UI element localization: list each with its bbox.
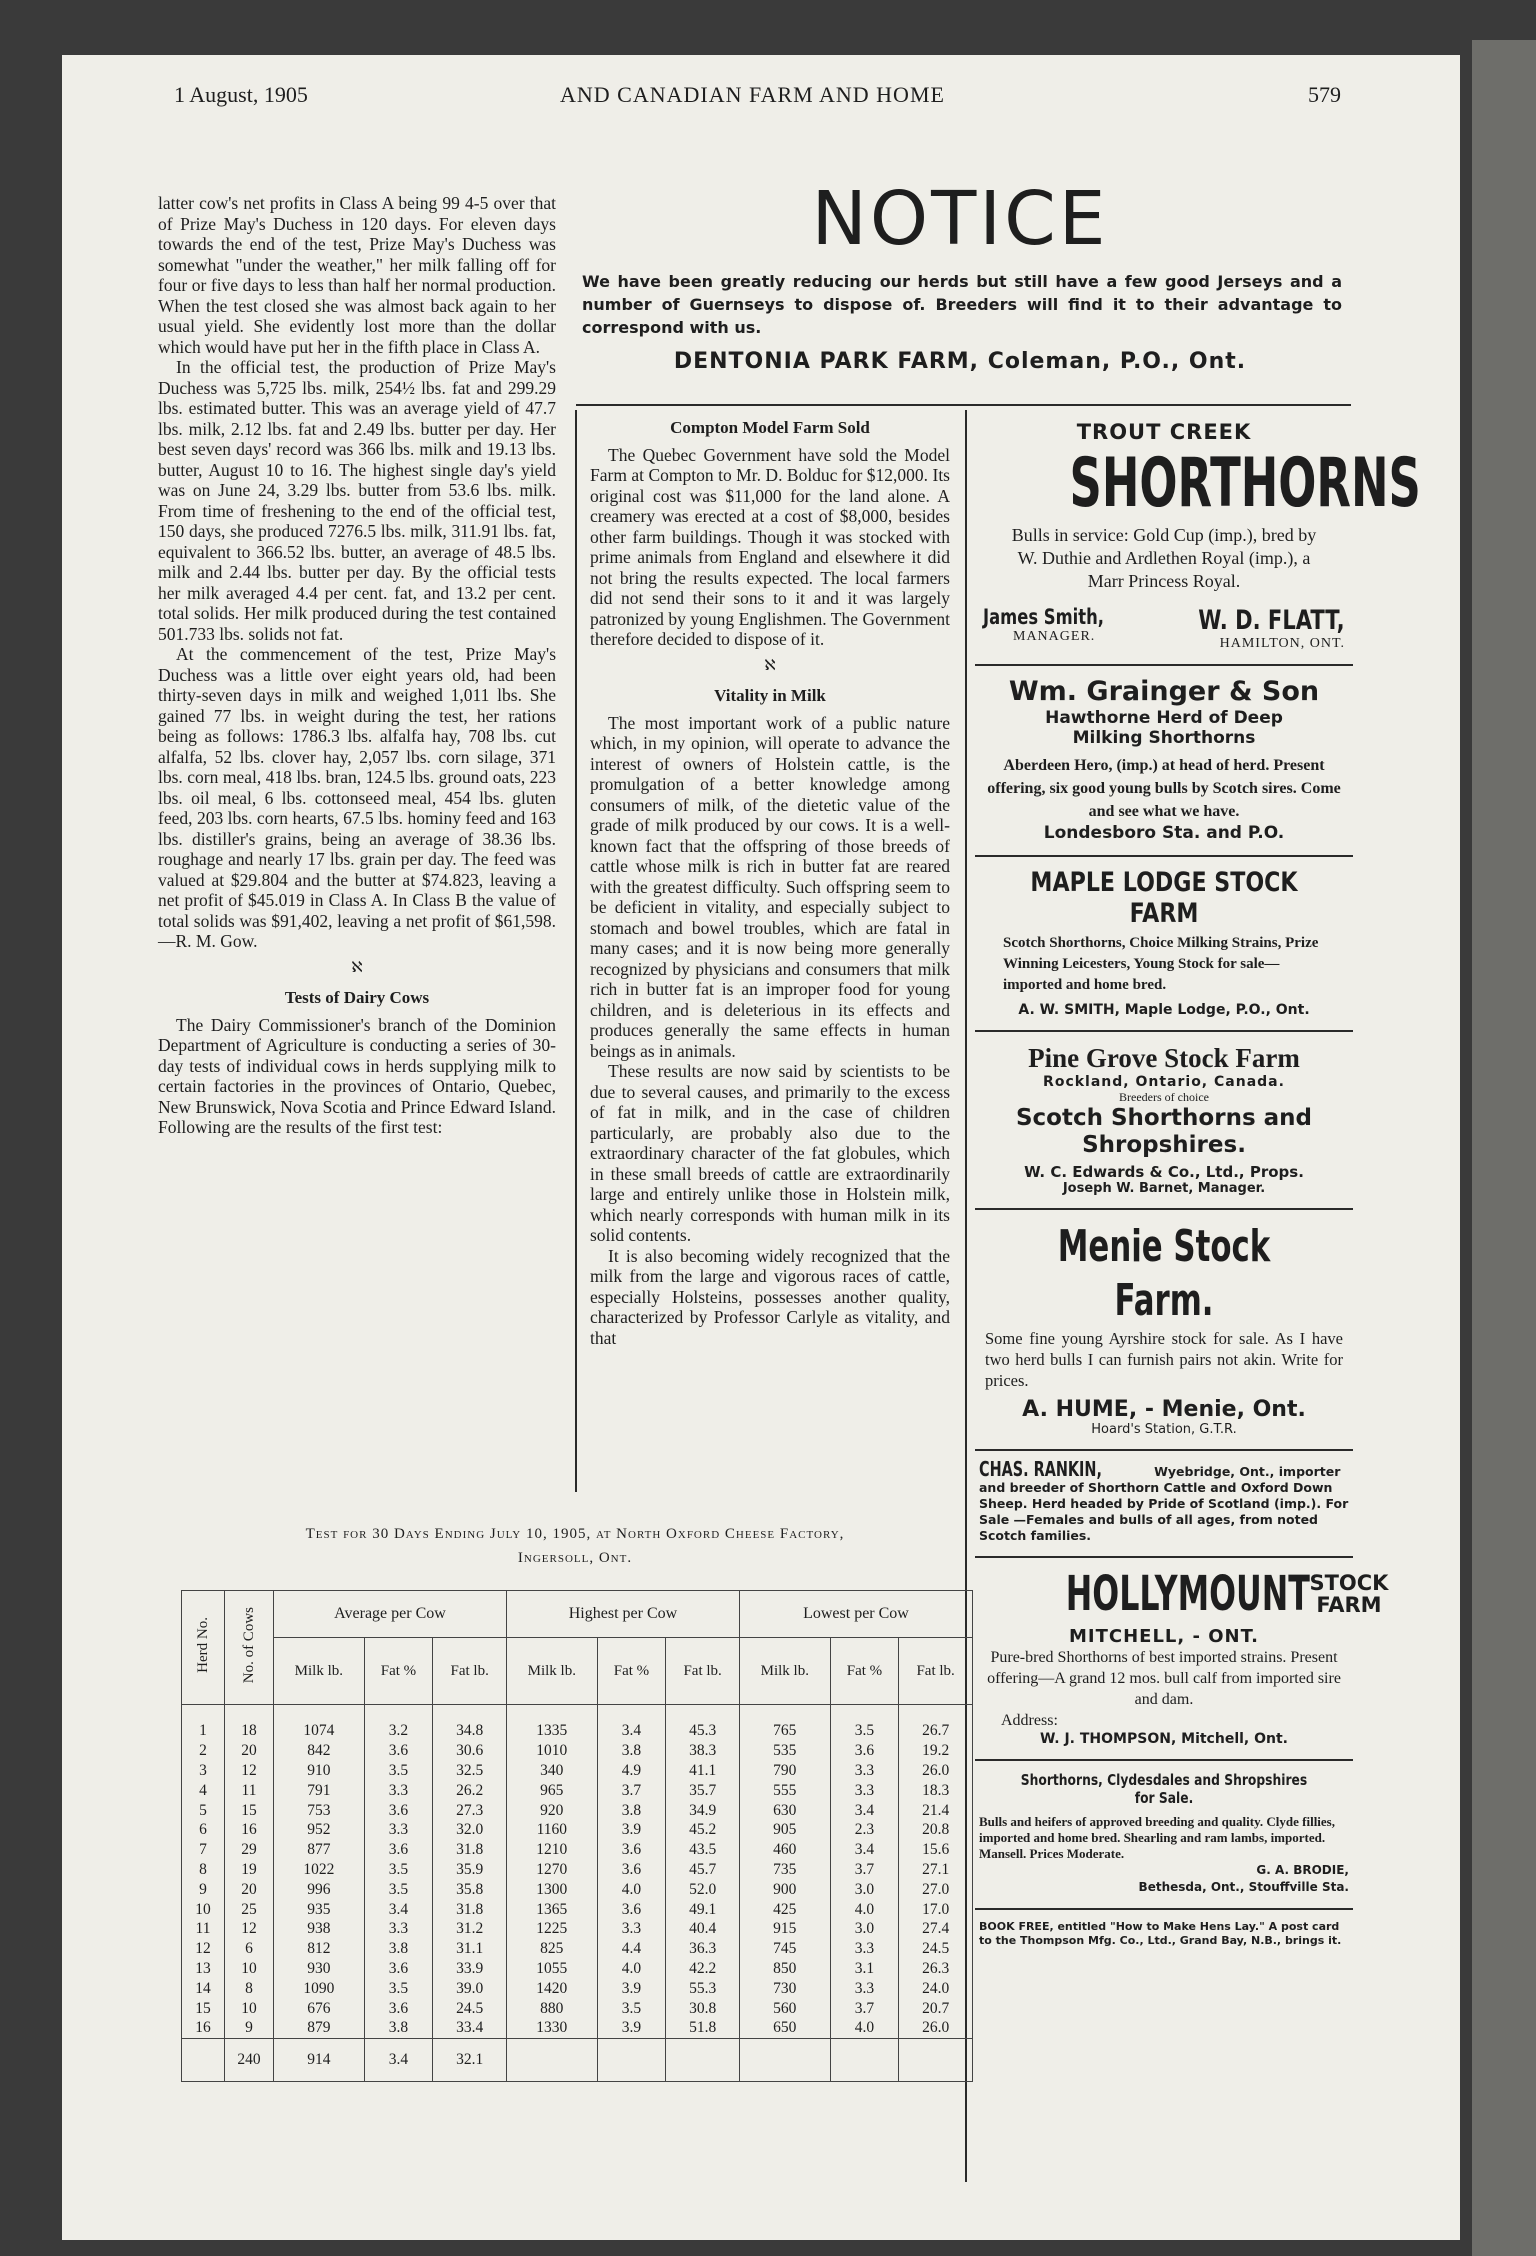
table-title-line1: Test for 30 Days Ending July 10, 1905, at North Oxford Cheese Factory,	[305, 1526, 845, 1542]
table-cell: 730	[739, 1978, 830, 1998]
table-cell: 3.1	[830, 1959, 899, 1979]
ads-column	[975, 410, 1421, 1960]
ad-headline: Scotch Shorthorns and Shropshires.	[1015, 1105, 1313, 1158]
column-left	[158, 193, 556, 1138]
table-cell: 27.3	[433, 1800, 507, 1820]
table-cell: 3.2	[364, 1705, 433, 1741]
ad-body: Pure-bred Shorthorns of best imported strains. Present offering—A grand 12 mos. bull calf from imported sire and dam.	[987, 1649, 1341, 1708]
table-cell: 10	[182, 1899, 225, 1919]
table-cell: 1	[182, 1705, 225, 1741]
article-paragraph: The Dairy Commissioner's branch of the Dominion Department of Agriculture is conducting a series of 30-day tests of individual cows in herds supplying milk to certain factories in the provinces of Ontario, Quebec, New Brunswick, Nova Scotia and Prince Edward Island. Following are the results of the first test:	[158, 1014, 556, 1137]
table-cell: 45.3	[666, 1705, 740, 1741]
table-cell: 535	[739, 1741, 830, 1761]
table-cell: 952	[274, 1820, 365, 1840]
table-cell: 1055	[506, 1959, 597, 1979]
table-cell: 2.3	[830, 1820, 899, 1840]
table-cell: 20.7	[899, 1998, 973, 2018]
table-cell: 20.8	[899, 1820, 973, 1840]
vitality-heading: Vitality in Milk	[714, 686, 826, 705]
table-cell: 4.0	[597, 1879, 666, 1899]
table-row	[182, 1800, 973, 1820]
tests-heading: Tests of Dairy Cows	[284, 988, 430, 1007]
table-cell: 35.9	[433, 1860, 507, 1880]
ad-place: Rockland, Ontario, Canada.	[1043, 1074, 1285, 1090]
table-cell: 13	[182, 1959, 225, 1979]
table-cell	[506, 2038, 597, 2081]
ad-headline-farm: FARM	[1316, 1593, 1382, 1617]
table-cell: 3.4	[364, 1899, 433, 1919]
ad-body: Some fine young Ayrshire stock for sale. As I have two herd bulls I can furnish pairs not akin. Write for prices.	[985, 1329, 1343, 1390]
table-cell: 915	[739, 1919, 830, 1939]
table-cell: 3.4	[830, 1840, 899, 1860]
table-row	[182, 1959, 973, 1979]
table-cell: 3.3	[597, 1919, 666, 1939]
table-cell: 51.8	[666, 2018, 740, 2038]
ad-title: MAPLE LODGE STOCK FARM	[1030, 867, 1298, 929]
table-cell: 1160	[506, 1820, 597, 1840]
table-cell: 4.0	[830, 2018, 899, 2038]
table-cell: 630	[739, 1800, 830, 1820]
table-cell: 18	[225, 1705, 274, 1741]
ad-body: Wyebridge, Ont., importer and breeder of Shorthorn Cattle and Oxford Down Sheep. Herd headed by Pride of Scotland (imp.). For Sale —Females and bulls of all ages, from noted Scotch families.	[979, 1464, 1349, 1543]
table-cell: 812	[274, 1939, 365, 1959]
table-cell: 4	[182, 1780, 225, 1800]
table-cell: 825	[506, 1939, 597, 1959]
ad-place: Bethesda, Ont., Stouffville Sta.	[1138, 1880, 1349, 1894]
table-cell: 1300	[506, 1879, 597, 1899]
owner-place: HAMILTON, ONT.	[1219, 636, 1345, 651]
table-cell: 930	[274, 1959, 365, 1979]
table-cell: 905	[739, 1820, 830, 1840]
table-cell: 3.6	[364, 1800, 433, 1820]
ad-book-free	[975, 1910, 1353, 1960]
table-cell: 18.3	[899, 1780, 973, 1800]
ad-place: Londesboro Sta. and P.O.	[1043, 823, 1285, 843]
table-cell	[597, 2038, 666, 2081]
table-cell: 935	[274, 1899, 365, 1919]
table-cell: 3.3	[830, 1780, 899, 1800]
table-cell	[830, 2038, 899, 2081]
journal-title: AND CANADIAN FARM AND HOME	[560, 82, 945, 107]
table-row	[182, 1879, 973, 1899]
table-cell: 850	[739, 1959, 830, 1979]
table-cell: 3.6	[364, 1998, 433, 2018]
table-row	[182, 1998, 973, 2018]
table-cell: 8	[225, 1978, 274, 1998]
table-cell: 4.0	[597, 1959, 666, 1979]
table-cell: 16	[182, 2018, 225, 2038]
table-cell: 16	[225, 1820, 274, 1840]
notice-title: NOTICE	[811, 176, 1109, 262]
group-average: Average per Cow	[274, 1591, 507, 1638]
ad-trout-creek	[975, 410, 1421, 666]
col-cows-label: No. of Cows	[240, 1606, 257, 1684]
table-cell: 34.8	[433, 1705, 507, 1741]
group-highest: Highest per Cow	[506, 1591, 739, 1638]
ad-name: CHAS. RANKIN,	[979, 1457, 1102, 1481]
page-header	[110, 82, 1440, 118]
table-cell: 914	[274, 2038, 365, 2081]
table-cell: 842	[274, 1741, 365, 1761]
table-cell: 4.0	[830, 1899, 899, 1919]
table-cell: 32.5	[433, 1761, 507, 1781]
table-row	[182, 1840, 973, 1860]
table-cell: 25	[225, 1899, 274, 1919]
col-herd-label: Herd No.	[194, 1617, 211, 1673]
notice-rule	[576, 404, 1351, 406]
table-cell: 12	[182, 1939, 225, 1959]
sub-fat-pct: Fat %	[830, 1638, 899, 1705]
table-cell: 52.0	[666, 1879, 740, 1899]
ad-note: Breeders of choice	[1119, 1090, 1209, 1104]
table-cell: 10	[225, 1998, 274, 2018]
table-cell: 9	[182, 1879, 225, 1899]
table-cell: 42.2	[666, 1959, 740, 1979]
table-cell: 2	[182, 1741, 225, 1761]
table-cell: 27.4	[899, 1919, 973, 1939]
table-cell: 3.5	[364, 1860, 433, 1880]
table-cell: 30.6	[433, 1741, 507, 1761]
article-paragraph: In the official test, the production of Prize May's Duchess was 5,725 lbs. milk, 254½ lbs. fat and 299.29 lbs. estimated butter. This was an average yield of 47.7 lbs. milk, 2.12 lbs. fat and 2.49 lbs. butter per day. Her best seven days' record was 366 lbs. milk and 19.13 lbs. butter, August 10 to 16. The highest single day's yield was on June 24, 3.29 lbs. butter from 53.6 lbs. milk. From time of freshening to the end of the official test, 150 days, she produced 7276.5 lbs. milk, 311.91 lbs. fat, equivalent to 366.52 lbs. butter, an average of 48.5 lbs. milk and 2.44 lbs. butter per day. By the official tests her milk averaged 4.4 per cent. fat, and 13.2 per cent. total solids. Her milk produced during the test contained 501.733 lbs. solids not fat.	[158, 357, 556, 644]
table-title-line2: Ingersoll, Ont.	[517, 1550, 633, 1566]
ad-brodie	[975, 1761, 1353, 1910]
table-cell: 3.6	[364, 1741, 433, 1761]
table-cell: 1090	[274, 1978, 365, 1998]
table-cell: 3.5	[364, 1761, 433, 1781]
table-cell: 555	[739, 1780, 830, 1800]
table-cell: 26.0	[899, 1761, 973, 1781]
ad-place: MITCHELL, - ONT.	[1069, 1626, 1259, 1647]
table-cell: 3.9	[597, 1978, 666, 1998]
table-cell: 3.0	[830, 1919, 899, 1939]
table-cell: 20	[225, 1741, 274, 1761]
article-paragraph: latter cow's net profits in Class A being 99 4-5 over that of Prize May's Duchess in 120 days. For eleven days towards the end of the test, Prize May's Duchess was somewhat "under the weather," her milk falling off for four or five days to less than half her normal production. When the test closed she was almost back again to her usual yield. She evidently lost more than the dollar which would have put her in the fifth place in Class A.	[158, 193, 556, 357]
table-cell: 3.3	[364, 1820, 433, 1840]
table-cell: 4.9	[597, 1761, 666, 1781]
table-cell: 45.7	[666, 1860, 740, 1880]
table-cell	[666, 2038, 740, 2081]
table-cell: 1010	[506, 1741, 597, 1761]
notice-body: We have been greatly reducing our herds but still have a few good Jerseys and a number of Guernseys to dispose of. Breeders will find it to their advantage to correspond with us.	[582, 272, 1342, 337]
table-cell: 3.8	[364, 1939, 433, 1959]
table-cell: 12	[225, 1919, 274, 1939]
table-cell: 33.9	[433, 1959, 507, 1979]
table-cell: 12	[225, 1761, 274, 1781]
table-cell: 24.5	[899, 1939, 973, 1959]
ad-title: Wm. Grainger & Son	[1008, 676, 1320, 707]
ad-hollymount	[975, 1558, 1389, 1761]
table-cell: 3.0	[830, 1879, 899, 1899]
table-cell: 3.9	[597, 2018, 666, 2038]
table-cell: 1270	[506, 1860, 597, 1880]
ad-name: A. HUME, - Menie, Ont.	[1022, 1397, 1306, 1422]
ad-body: BOOK FREE, entitled "How to Make Hens Lay." A post card to the Thompson Mfg. Co., Ltd., Grand Bay, N.B., brings it.	[979, 1920, 1342, 1947]
table-cell: 9	[225, 2018, 274, 2038]
table-cell: 34.9	[666, 1800, 740, 1820]
table-cell: 735	[739, 1860, 830, 1880]
table-cell: 3.5	[830, 1705, 899, 1741]
table-row	[182, 1761, 973, 1781]
ad-contact: A. W. SMITH, Maple Lodge, P.O., Ont.	[1018, 1002, 1310, 1018]
page-edge-strip	[1472, 40, 1536, 2256]
table-cell: 29	[225, 1840, 274, 1860]
table-cell: 27.0	[899, 1879, 973, 1899]
table-row	[182, 1780, 973, 1800]
table-cell: 938	[274, 1919, 365, 1939]
article-paragraph: The most important work of a public nature which, in my opinion, will operate to advance the interest of owners of Holstein cattle, is the promulgation of a better knowledge among consumers of milk, of the dietetic value of the grade of milk produced by our cows. It is a well-known fact that the offspring of those breeds of cattle whose milk is rich in butter fat are reared with the greatest difficulty. Such offspring seem to be deficient in vitality, and especially subject to stomach and bowel troubles, which are fatal in many cases; and it is now being more generally recognized by physicians and consumers that milk rich in butter fat is an improper food for young children, and is deleterious in its effects and produces generally the same effects in human beings as in animals.	[590, 712, 950, 1061]
table-cell	[182, 2038, 225, 2081]
table-row	[182, 1939, 973, 1959]
table-cell: 17.0	[899, 1899, 973, 1919]
table-cell: 340	[506, 1761, 597, 1781]
table-title	[185, 1522, 965, 1570]
owner-name: W. D. FLATT,	[1198, 605, 1345, 636]
table-cell: 3.7	[830, 1998, 899, 2018]
table-cell: 3.8	[364, 2018, 433, 2038]
table-cell: 32.1	[433, 2038, 507, 2081]
table-row	[182, 1820, 973, 1840]
ad-pine-grove	[975, 1032, 1353, 1210]
column-divider	[575, 410, 577, 1492]
ad-props: W. C. Edwards & Co., Ltd., Props.	[1024, 1163, 1304, 1181]
page-number: 579	[1308, 82, 1341, 107]
table-body	[182, 1705, 973, 2039]
table-cell: 26.3	[899, 1959, 973, 1979]
article-paragraph: These results are now said by scientists to be due to several causes, and primarily to the excess of fat in milk, and in the case of children particularly, are probably also due to the extraordinary character of the fat globules, which in these small breeds of cattle are extraordinarily large and entirely unlike those in Holstein milk, which nearly corresponds with human milk in its solid contents.	[590, 1061, 950, 1245]
table-cell: 650	[739, 2018, 830, 2038]
table-cell: 14	[182, 1978, 225, 1998]
table-cell: 19.2	[899, 1741, 973, 1761]
sub-fat-lb: Fat lb.	[666, 1638, 740, 1705]
table-cell: 30.8	[666, 1998, 740, 2018]
table-cell: 791	[274, 1780, 365, 1800]
table-cell: 1420	[506, 1978, 597, 1998]
table-cell: 240	[225, 2038, 274, 2081]
table-cell: 41.1	[666, 1761, 740, 1781]
table-cell: 15	[182, 1998, 225, 2018]
compton-heading: Compton Model Farm Sold	[670, 418, 870, 437]
table-cell: 425	[739, 1899, 830, 1919]
table-cell: 3.3	[364, 1780, 433, 1800]
manager-role: MANAGER.	[1013, 629, 1096, 644]
table-row	[182, 1978, 973, 1998]
table-cell: 900	[739, 1879, 830, 1899]
table-cell: 1335	[506, 1705, 597, 1741]
table-cell: 15.6	[899, 1840, 973, 1860]
table-cell: 3	[182, 1761, 225, 1781]
table-cell: 3.3	[830, 1939, 899, 1959]
table-cell: 1022	[274, 1860, 365, 1880]
table-cell: 31.1	[433, 1939, 507, 1959]
table-cell: 35.8	[433, 1879, 507, 1899]
table-cell: 877	[274, 1840, 365, 1860]
table-cell: 6	[225, 1939, 274, 1959]
table-cell: 3.6	[830, 1741, 899, 1761]
notice-ad	[570, 178, 1350, 374]
manager-name: James Smith,	[983, 605, 1104, 629]
table-cell: 3.5	[364, 1879, 433, 1899]
table-cell: 1074	[274, 1705, 365, 1741]
col-herd-header	[182, 1591, 225, 1705]
table-cell: 11	[225, 1780, 274, 1800]
table-cell: 3.9	[597, 1820, 666, 1840]
ad-subtitle: Hawthorne Herd of Deep Milking Shorthorns	[1045, 708, 1283, 748]
table-cell: 5	[182, 1800, 225, 1820]
sub-fat-pct: Fat %	[597, 1638, 666, 1705]
table-cell: 753	[274, 1800, 365, 1820]
ad-grainger	[975, 666, 1353, 857]
ad-headline: HOLLYMOUNT	[1065, 1566, 1310, 1622]
table-cell: 27.1	[899, 1860, 973, 1880]
table-cell: 3.3	[364, 1919, 433, 1939]
notice-signature: DENTONIA PARK FARM, Coleman, P.O., Ont.	[673, 349, 1247, 374]
article-paragraph: The Quebec Government have sold the Model Farm at Compton to Mr. D. Bolduc for $12,000. Its original cost was $11,000 for the land alone. A creamery was erected at a cost of $8,000, besides other farm buildings. Though it was stocked with prime animals from England and elsewhere it did not bring the results expected. The local farmers did not send their sons to it and it was largely patronized by young Englishmen. The Government therefore decided to dispose of it.	[590, 444, 950, 649]
table-cell: 49.1	[666, 1899, 740, 1919]
table-cell: 21.4	[899, 1800, 973, 1820]
ad-title: Pine Grove Stock Farm	[1028, 1043, 1300, 1073]
ad-headline: SHORTHORNS	[1069, 444, 1421, 523]
table-total-row	[182, 2038, 973, 2081]
ad-manager: Joseph W. Barnet, Manager.	[1062, 1181, 1266, 1196]
table-cell: 24.5	[433, 1998, 507, 2018]
table-cell: 36.3	[666, 1939, 740, 1959]
ad-maple-lodge	[975, 857, 1353, 1032]
table-cell: 3.7	[830, 1860, 899, 1880]
table-cell: 24.0	[899, 1978, 973, 1998]
table-cell: 15	[225, 1800, 274, 1820]
table-cell: 920	[506, 1800, 597, 1820]
table-cell: 45.2	[666, 1820, 740, 1840]
table-row	[182, 1899, 973, 1919]
table-cell: 43.5	[666, 1840, 740, 1860]
table-cell: 3.6	[597, 1899, 666, 1919]
ad-title: Shorthorns, Clydesdales and Shropshires for Sale.	[1020, 1771, 1308, 1807]
ad-title: Menie Stock Farm.	[1057, 1221, 1271, 1326]
dairy-test-table	[181, 1590, 973, 2082]
table-cell: 55.3	[666, 1978, 740, 1998]
ad-address-label: Address:	[1001, 1712, 1058, 1729]
table-cell: 745	[739, 1939, 830, 1959]
ad-menie	[975, 1210, 1353, 1451]
table-cell: 1330	[506, 2018, 597, 2038]
table-cell: 965	[506, 1780, 597, 1800]
ad-body: Bulls in service: Gold Cup (imp.), bred by W. Duthie and Ardlethen Royal (imp.), a Marr Princess Royal.	[1011, 525, 1317, 591]
sub-milk: Milk lb.	[739, 1638, 830, 1705]
table-cell: 3.8	[597, 1800, 666, 1820]
article-paragraph: At the commencement of the test, Prize May's Duchess was a little over eight years old, had been thirty-seven days in milk and weighed 1,011 lbs. She gained 77 lbs. in weight during the test, her rations being as follows: 1786.3 lbs. alfalfa hay, 708 lbs. cut alfalfa, 52 lbs. clover hay, 2,057 lbs. corn silage, 371 lbs. corn meal, 418 lbs. bran, 124.5 lbs. ground oats, 223 lbs. oil meal, 6 lbs. cottonseed meal, 454 lbs. gluten feed, 203 lbs. corn hearts, 67.5 lbs. hominy feed and 163 lbs. distiller's grains, being an average of 38.36 lbs. roughage and nearly 17 lbs. grain per day. The feed was valued at $29.804 and the butter at $74.823, leaving a net profit of $45.019 in Class A. In Class B the value of total solids was $91,402, leaving a net profit of $61,598.—R. M. Gow.	[158, 644, 556, 951]
ad-headline-stock: STOCK	[1309, 1571, 1389, 1595]
table-row	[182, 2018, 973, 2038]
ad-body: Aberdeen Hero, (imp.) at head of herd. Present offering, six good young bulls by Scotch sires. Come and see what we have.	[987, 757, 1341, 820]
sub-milk: Milk lb.	[274, 1638, 365, 1705]
table-cell: 3.6	[364, 1959, 433, 1979]
table-cell: 26.2	[433, 1780, 507, 1800]
table-cell: 3.4	[830, 1800, 899, 1820]
table-cell: 31.8	[433, 1899, 507, 1919]
table-cell: 1365	[506, 1899, 597, 1919]
table-row	[182, 1919, 973, 1939]
table-cell: 10	[225, 1959, 274, 1979]
sub-fat-lb: Fat lb.	[899, 1638, 973, 1705]
table-cell: 765	[739, 1705, 830, 1741]
table-cell: 996	[274, 1879, 365, 1899]
ad-title: TROUT CREEK	[1076, 420, 1252, 444]
table-cell: 4.4	[597, 1939, 666, 1959]
table-cell: 40.4	[666, 1919, 740, 1939]
table-cell: 3.3	[830, 1761, 899, 1781]
table-cell: 910	[274, 1761, 365, 1781]
table-cell: 676	[274, 1998, 365, 2018]
table-cell: 32.0	[433, 1820, 507, 1840]
table-cell: 1225	[506, 1919, 597, 1939]
table-cell: 560	[739, 1998, 830, 2018]
table-cell: 880	[506, 1998, 597, 2018]
sub-fat-pct: Fat %	[364, 1638, 433, 1705]
table-cell: 3.4	[597, 1705, 666, 1741]
table-cell: 460	[739, 1840, 830, 1860]
table-cell: 3.5	[597, 1998, 666, 2018]
table-cell: 31.8	[433, 1840, 507, 1860]
table-cell: 26.0	[899, 2018, 973, 2038]
table-cell: 31.2	[433, 1919, 507, 1939]
table-cell: 19	[225, 1860, 274, 1880]
table-cell: 3.3	[830, 1978, 899, 1998]
sub-fat-lb: Fat lb.	[433, 1638, 507, 1705]
table-cell: 3.5	[364, 1978, 433, 1998]
section-ornament: ℵ	[764, 657, 776, 674]
section-ornament: ℵ	[351, 959, 363, 976]
table-cell: 3.4	[364, 2038, 433, 2081]
table-cell: 3.7	[597, 1780, 666, 1800]
table-row	[182, 1860, 973, 1880]
ad-station: Hoard's Station, G.T.R.	[1091, 1422, 1237, 1437]
ad-contact: W. J. THOMPSON, Mitchell, Ont.	[1039, 1731, 1288, 1747]
table-cell: 7	[182, 1840, 225, 1860]
table-cell: 3.6	[597, 1860, 666, 1880]
issue-date: 1 August, 1905	[174, 82, 308, 107]
table-cell: 879	[274, 2018, 365, 2038]
table-cell: 3.6	[364, 1840, 433, 1860]
ad-name: G. A. BRODIE,	[1256, 1863, 1349, 1877]
table-row	[182, 1741, 973, 1761]
table-cell	[739, 2038, 830, 2081]
ad-body: Bulls and heifers of approved breeding and quality. Clyde fillies, imported and home bred. Shearling and ram lambs, imported. Mansell. Prices Moderate.	[979, 1814, 1335, 1861]
table-cell: 33.4	[433, 2018, 507, 2038]
table-cell: 20	[225, 1879, 274, 1899]
table-cell: 35.7	[666, 1780, 740, 1800]
table-cell: 11	[182, 1919, 225, 1939]
group-lowest: Lowest per Cow	[739, 1591, 972, 1638]
table-cell: 3.6	[597, 1840, 666, 1860]
table-cell: 790	[739, 1761, 830, 1781]
table-cell: 3.8	[597, 1741, 666, 1761]
col-cows-header	[225, 1591, 274, 1705]
table-cell: 1210	[506, 1840, 597, 1860]
table-cell	[899, 2038, 973, 2081]
article-paragraph: It is also becoming widely recognized that the milk from the large and vigorous races of cattle, especially Holsteins, possesses another quality, characterized by Professor Carlyle as vitality, and that	[590, 1245, 950, 1348]
table-row	[182, 1705, 973, 1741]
table-cell: 8	[182, 1860, 225, 1880]
table-cell: 6	[182, 1820, 225, 1840]
table-cell: 38.3	[666, 1741, 740, 1761]
sub-milk: Milk lb.	[506, 1638, 597, 1705]
table-cell: 39.0	[433, 1978, 507, 1998]
ad-body: Scotch Shorthorns, Choice Milking Strains, Prize Winning Leicesters, Young Stock for sale—imported and home bred.	[1003, 935, 1319, 993]
column-middle	[590, 418, 950, 1348]
table-cell: 26.7	[899, 1705, 973, 1741]
ad-rankin	[975, 1451, 1353, 1558]
